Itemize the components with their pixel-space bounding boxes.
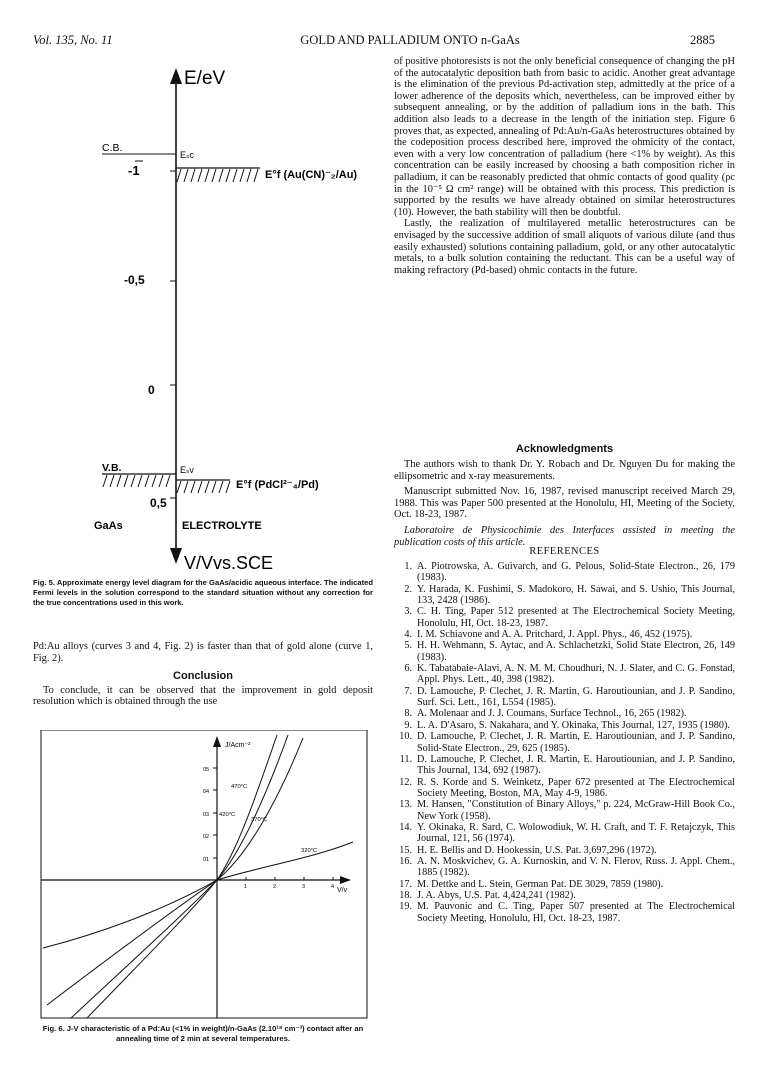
fig6-caption: Fig. 6. J-V characteristic of a Pd:Au (<1% in weight)/n-GaAs (2.10¹⁸ cm⁻³) contact after an annealing time of 2 min at several temperatures. <box>42 1024 364 1043</box>
fig5-axis-arrow-down <box>170 548 182 564</box>
reference-text: L. A. D'Asaro, S. Nakahara, and Y. Okinaka, This Journal, 127, 1935 (1980). <box>417 719 730 731</box>
fig5-bottom-axis-label: V/Vvs.SCE <box>184 553 274 573</box>
reference-text: D. Lamouche, P. Clechet, J. R. Martin, E. Haroutiounian, and J. P. Sandino, This Journal, 134, 692 (1987). <box>417 753 735 777</box>
reference-item <box>394 799 735 822</box>
acknowledgments-heading: Acknowledgments <box>515 443 614 455</box>
lab-note: Laboratoire de Physicochimie des Interfaces assisted in meeting the publication costs of this article. <box>394 524 735 548</box>
reference-number: 8. <box>404 708 412 720</box>
fig5-ef-au-label: E°f (Au(CN)⁻₂/Au) <box>265 169 358 181</box>
fig6-ytick-01: 01 <box>203 857 210 863</box>
reference-number: 7. <box>404 685 412 697</box>
fig6-label-370: 370°C <box>251 817 268 823</box>
reference-text: D. Lamouche, P. Clechet, J. R. Martin, E. Haroutiounian, and J. P. Sandino, Solid-State Electron., 29, 625 (1985). <box>417 731 735 754</box>
reference-number: 3. <box>404 606 412 618</box>
reference-item <box>394 754 735 777</box>
fig5-ec-label: Eₛc <box>180 150 194 160</box>
fig5-vb-label: V.B. <box>102 462 122 474</box>
reference-text: D. Lamouche, P. Clechet, J. R. Martin, G. Haroutiounian, and J. P. Sandino, Surf. Sci. Lett., 161, L554 (1985). <box>417 685 735 709</box>
reference-number: 13. <box>399 799 412 811</box>
reference-text: H. H. Wehmann, S. Aytac, and A. Schlachetzki, Solid State Electron, 26, 149 (1983). <box>417 640 735 663</box>
reference-item <box>394 584 735 607</box>
right-paragraph-2: Lastly, the realization of multilayered metallic heterostructures can be envisaged by the successive addition of small aliquots of various dilute (and thus easily exhausted) solutions containing palladium, gold, or any other autocatalytic metals, to a bulk solution containing the reductant. This can be a useful way of making refractory (Pd-based) ohmic contacts in the future. <box>394 218 735 276</box>
fig5-au-level-hatching <box>177 169 258 182</box>
fig6-y-arrow <box>213 736 221 747</box>
fig5-caption: Fig. 5. Approximate energy level diagram for the GaAs/acidic aqueous interface. The indicated Fermi levels in the solution correspond to the standard situation without any correction for the true concentrations used in this work. <box>33 578 373 607</box>
fig5-cb-label: C.B. <box>102 142 123 154</box>
left-paragraph-2: To conclude, it can be observed that the improvement in gold deposit resolution which is obtained through the use <box>33 684 373 708</box>
fig5-energy-diagram <box>80 58 380 593</box>
reference-number: 17. <box>399 878 412 890</box>
fig6-x-arrow <box>340 876 351 884</box>
reference-number: 1. <box>404 561 412 572</box>
reference-item <box>394 663 735 686</box>
reference-text: K. Tabatabaie-Alavi, A. N. M. M. Choudhuri, N. J. Slater, and C. G. Fonstad, Appl. Phys. Lett., 40, 398 (1982). <box>417 663 735 686</box>
left-column-text <box>33 641 373 708</box>
reference-text: R. S. Korde and S. Weinketz, Paper 672 presented at The Electrochemical Society Meeting, Boston, MA, May 4-9, 1986. <box>417 776 735 799</box>
reference-number: 12. <box>399 776 412 788</box>
reference-item <box>394 686 735 709</box>
fig5-axis-arrow-up <box>170 68 182 84</box>
reference-text: M. Pauvonic and C. Ting, Paper 507 presented at The Electrochemical Society Meeting, Honolulu, HI, Oct. 18-23, 1987. <box>417 901 735 924</box>
conclusion-heading: Conclusion <box>173 670 233 683</box>
fig6-label-470: 470°C <box>231 784 248 790</box>
reference-item <box>394 708 735 719</box>
reference-item <box>394 901 735 924</box>
reference-item <box>394 606 735 629</box>
reference-text: M. Dettke and L. Stein, German Pat. DE 3029, 7859 (1980). <box>417 878 664 890</box>
reference-item <box>394 561 735 584</box>
running-title: GOLD AND PALLADIUM ONTO n-GaAs <box>300 33 520 47</box>
right-paragraph-1: of positive photoresists is not the only beneficial consequence of changing the pH of the autocatalytic deposition bath from basic to acidic. Another great advantage is the elimination of the previous Pd-activation step, admittedly at the price of a lower adherence of the deposits which, nevertheless, can be improved either by subsequent annealing, or by the addition of palladium ions in the bath. This addition also leads to a decrease in the length of the initiation step. Figure 6 proves that, as expected, annealing of Pd:Au/n-GaAs heterostructures obtained by the codeposition process described here, improved the ohmicity of the contact, even with a very low concentration of palladium (here <1% by weight). As this concentration can be easily increased by choosing a bath composition richer in palladium, it can be reasonably predicted that ohmic contacts of good quality (ρc in the 10⁻⁵ Ω cm² range) will be obtained with this process. This prediction is supported by the results we have already obtained on similar heterostructures (10). However, the bath stability will then be doubtful. <box>394 56 735 218</box>
reference-item <box>394 856 735 879</box>
acknowledgments-text: The authors wish to thank Dr. Y. Robach and Dr. Nguyen Du for making the ellipsometric and x-ray measurements. <box>394 459 735 482</box>
fig5-electrolyte-label: ELECTROLYTE <box>182 520 262 532</box>
fig5-tick-minus05: -0,5 <box>124 273 145 287</box>
reference-item <box>394 720 735 731</box>
fig6-y-axis-label: J/Acm⁻² <box>225 742 251 749</box>
reference-number: 14. <box>399 821 412 833</box>
reference-text: Y. Harada, K. Fushimi, S. Madokoro, H. Sawai, and S. Ushio, This Journal, 133, 2428 (1986). <box>417 583 735 607</box>
fig6-label-420: 420°C <box>219 812 236 818</box>
reference-number: 15. <box>399 844 412 856</box>
manuscript-note: Manuscript submitted Nov. 16, 1987, revised manuscript received March 29, 1988. This was Paper 500 presented at the Honolulu, HI, Meeting of the Society, Oct. 18-23, 1987. <box>394 486 735 521</box>
reference-text: A. Piotrowska, A. Guivarch, and G. Pelous, Solid-State Electron., 26, 179 (1983). <box>417 561 735 584</box>
reference-number: 19. <box>399 901 412 913</box>
reference-number: 10. <box>399 731 412 743</box>
reference-number: 4. <box>404 629 412 641</box>
fig5-ev-label: Eₛv <box>180 465 194 475</box>
fig6-ytick-05: 05 <box>203 767 210 773</box>
fig6-ytick-02: 02 <box>203 834 210 840</box>
fig6-xtick-2: 2 <box>273 884 277 890</box>
fig5-y-axis-label: E/eV <box>184 68 226 89</box>
page-number: 2885 <box>690 33 715 47</box>
fig6-x-axis-label: V/v <box>337 887 348 894</box>
fig5-tick-minus1: -1 <box>128 163 140 178</box>
fig5-vb-hatching <box>103 475 170 487</box>
reference-item <box>394 777 735 800</box>
right-column-text <box>394 56 735 276</box>
reference-text: M. Hansen, "Constitution of Binary Alloys," p. 224, McGraw-Hill Book Co., New York (1958). <box>417 799 735 822</box>
fig6-curve-420 <box>71 735 288 1018</box>
fig5-gaas-label: GaAs <box>94 520 123 532</box>
fig6-label-320: 320°C <box>301 848 318 854</box>
reference-text: Y. Okinaka, R. Sard, C. Wolowodiuk, W. H. Craft, and T. F. Retajczyk, This Journal, 121, 56 (1974). <box>417 821 735 845</box>
reference-item <box>394 890 735 901</box>
reference-item <box>394 879 735 890</box>
reference-text: C. H. Ting, Paper 512 presented at The Electrochemical Society Meeting, Honolulu, HI, Oct. 18-23, 1987. <box>417 606 735 629</box>
reference-text: J. A. Abys, U.S. Pat. 4,424,241 (1982). <box>417 889 576 901</box>
reference-item <box>394 822 735 845</box>
left-paragraph-1: Pd:Au alloys (curves 3 and 4, Fig. 2) is faster than that of gold alone (curve 1, Fig. 2). <box>33 641 373 664</box>
fig6-ytick-03: 03 <box>203 812 210 818</box>
reference-number: 18. <box>399 889 412 901</box>
reference-item <box>394 640 735 663</box>
reference-text: I. M. Schiavone and A. A. Pritchard, J. Appl. Phys., 46, 452 (1975). <box>417 629 693 641</box>
references-list <box>394 561 735 924</box>
reference-item <box>394 629 735 640</box>
fig6-jv-chart <box>33 730 373 1020</box>
reference-number: 9. <box>404 719 412 731</box>
fig5-tick-0: 0 <box>148 383 155 397</box>
reference-number: 11. <box>399 753 412 765</box>
fig6-ytick-04: 04 <box>203 789 210 795</box>
fig6-xtick-4: 4 <box>331 884 335 890</box>
reference-number: 2. <box>404 583 412 595</box>
fig6-curve-470 <box>87 735 277 1018</box>
fig6-curve-370 <box>47 738 306 1005</box>
references-heading: REFERENCES <box>529 546 600 557</box>
reference-number: 6. <box>404 663 412 675</box>
reference-text: A. Molenaar and J. J. Coumans, Surface Technol., 16, 265 (1982). <box>417 708 687 720</box>
acknowledgments-block <box>394 459 735 548</box>
fig5-ef-pd-label: E°f (PdCl²⁻₄/Pd) <box>236 479 319 491</box>
reference-item <box>394 731 735 754</box>
fig6-curve-320 <box>43 842 353 948</box>
reference-number: 5. <box>404 640 412 652</box>
fig6-xtick-3: 3 <box>302 884 306 890</box>
reference-item <box>394 845 735 856</box>
reference-text: A. N. Moskvichev, G. A. Kurnoskin, and V. N. Flerov, Russ. J. Appl. Chem., 1885 (1982). <box>417 855 735 879</box>
fig5-tick-05: 0,5 <box>150 496 167 510</box>
journal-volume: Vol. 135, No. 11 <box>33 33 113 47</box>
fig6-xtick-1: 1 <box>244 884 248 890</box>
reference-text: H. E. Bellis and D. Hookessin, U.S. Pat. 3,697,296 (1972). <box>417 844 657 856</box>
fig5-pd-level-hatching <box>177 481 230 493</box>
reference-number: 16. <box>399 855 412 867</box>
